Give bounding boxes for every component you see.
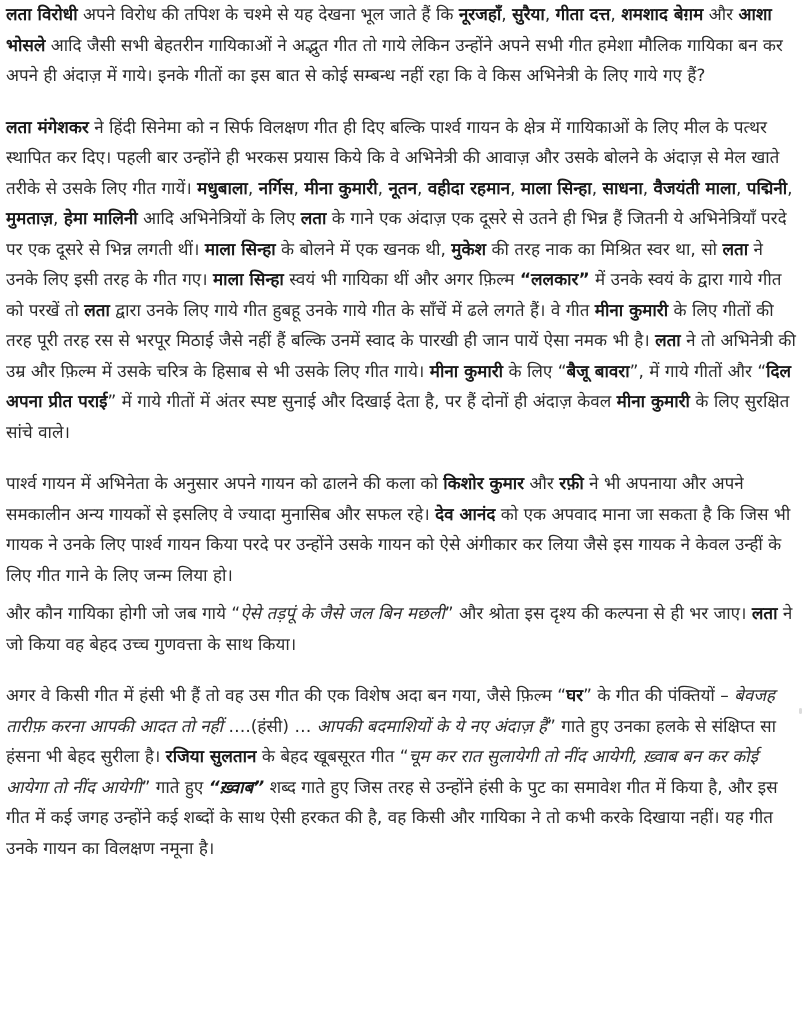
- article-body: [6, 0, 796, 885]
- text-run: की तरह नाक का मिश्रित स्वर था, सो: [486, 239, 723, 260]
- text-run: और: [703, 5, 739, 25]
- bold-name: मुमताज़: [6, 209, 54, 229]
- bold-name: नर्गिस: [258, 178, 294, 199]
- bold-name: लता: [655, 331, 681, 351]
- text-run: आदि जैसी सभी बेहतरीन गायिकाओं ने अद्भुत गीत तो गाये लेकिन उन्होंने अपने सभी गीत हमेशा मौलिक गायिका बन कर अपने ही अंदाज़ में गाये। इनके गीतों का इस बात से कोई सम्बन्ध नहीं रहा कि वे किस अभिनेत्री के लिए गाये गए हैं?: [6, 35, 783, 86]
- text-run: ,: [510, 178, 521, 199]
- bold-name: “ललकार”: [519, 270, 590, 290]
- text-run: ,: [610, 5, 622, 25]
- bold-name: नूतन: [388, 178, 418, 199]
- paragraph-p2: [6, 113, 796, 449]
- text-run: ने हिंदी सिनेमा को न सिर्फ विलक्षण गीत ही दिए बल्कि पार्श्व गायन के क्षेत्र में गायिकाओं के लिए मील के पत्थर स्थापित कर दिए। पहली बार उन्होंने ही भरकस प्रयास किये कि वे अभिनेत्री की आवाज़ और उसके बोलने के अंदाज़ से मेल खाते तरीके से उसके लिए गीत गायें।: [6, 117, 780, 199]
- text-run: ,: [377, 178, 389, 199]
- bold-name: मीना कुमारी: [429, 361, 504, 382]
- bold-name: मधुबाला: [197, 178, 248, 199]
- text-run: द्वारा उनके लिए गाये गीत हुबहू उनके गाये गीत के साँचें में ढले लगते हैं। वे गीत: [109, 300, 595, 321]
- bold-name: मुकेश: [451, 239, 487, 260]
- bold-name: मीना कुमारी: [616, 392, 690, 412]
- bold-name: माला सिन्हा: [520, 178, 592, 199]
- text-run: स्वयं भी गायिका थीं और अगर फ़िल्म: [283, 270, 520, 290]
- text-run: ….(हंसी) …: [222, 716, 317, 737]
- bold-name: मीना कुमारी: [594, 300, 669, 321]
- text-run: के बेहद खूबसूरत गीत “: [256, 747, 409, 767]
- bold-name: नूरजहाँ: [458, 5, 502, 25]
- text-run: ,: [735, 178, 747, 199]
- text-run: को एक अपवाद माना जा सकता है कि जिस भी गायक ने उनके लिए पार्श्व गायन किया परदे पर उन्होंने उसके गायन को ऐसे अंगीकार कर लिया जैसे इस गायक ने केवल उन्हीं के लिए गीत गाने के लिए जन्म लिया हो।: [6, 504, 791, 586]
- bold-name: लता: [300, 209, 327, 229]
- bold-name: माला सिन्हा: [213, 270, 284, 290]
- text-run: के लिए “: [503, 361, 567, 382]
- text-run: ,: [53, 209, 64, 229]
- bold-name: गीता दत्त: [555, 5, 611, 25]
- text-run: ,: [247, 178, 259, 199]
- bold-name: शमशाद बेग़म: [621, 5, 704, 25]
- text-run: शब्द गाते हुए जिस तरह से उन्होंने हंसी के पुट का समावेश गीत में किया है, और इस गीत में कई जगह उन्होंने कई शब्दों के साथ ऐसी हरकत की है, वह किसी और गायिका ने तो कभी करके दिखाया नहीं। यह गीत उनके गायन का विलक्षण नमूना है।: [6, 777, 778, 859]
- bold-name: वैजयंती माला: [653, 178, 736, 199]
- text-run: ,: [591, 178, 603, 199]
- text-run: और कौन गायिका होगी जो जब गाये “: [6, 604, 241, 624]
- paragraph-p5: [6, 681, 796, 864]
- text-run: ” और श्रोता इस दृश्य की कल्पना से ही भर जाए।: [444, 604, 752, 624]
- bold-name: लता: [84, 300, 110, 321]
- paragraph-p1: [6, 0, 796, 92]
- text-run: ,: [293, 178, 305, 199]
- italic-lyric: आपकी बदमाशियों के ये नए अंदाज़ हैं: [316, 716, 548, 737]
- bold-name: सुरैया: [512, 5, 545, 25]
- italic-lyric: बेवजह तारीफ़ करना आपकी आदत तो नहीं: [6, 686, 775, 737]
- bold-name: माला सिन्हा: [204, 239, 276, 260]
- bold-name: साधना: [602, 178, 643, 199]
- text-run: ” गाते हुए: [141, 777, 209, 798]
- bold-name: लता: [751, 604, 778, 624]
- text-run: पार्श्व गायन में अभिनेता के अनुसार अपने गायन को ढालने की कला को: [6, 474, 444, 494]
- text-run: ने तो अभिनेत्री की उम्र और फ़िल्म में उसके चरित्र के हिसाब से भी उसके लिए गीत गाये।: [6, 331, 796, 382]
- paragraph-p4: [6, 599, 796, 660]
- bold-name: घर: [566, 686, 584, 706]
- text-run: ” के गीत की पंक्तियों –: [583, 686, 735, 706]
- text-run: अगर वे किसी गीत में हंसी भी हैं तो वह उस गीत की एक विशेष अदा बन गया, जैसे फ़िल्म “: [6, 686, 567, 706]
- text-run: के बोलने में एक खनक थी,: [275, 239, 452, 260]
- text-run: ”, में गाये गीतों और “: [629, 361, 767, 382]
- text-run: और: [524, 474, 560, 494]
- text-run: ” गाते हुए उनका हलके से संक्षिप्त सा हंसना भी बेहद सुरीला है।: [6, 716, 776, 767]
- bold-name: मीना कुमारी: [304, 178, 378, 199]
- bold-name: लता विरोधी: [6, 5, 78, 25]
- bold-name: लता मंगेशकर: [6, 117, 89, 138]
- text-run: के गाने एक अंदाज़ एक दूसरे से उतने ही भिन्न हैं जितनी ये अभिनेत्रियाँ परदे पर एक दूसरे से भिन्न लगती थीं।: [6, 209, 787, 260]
- text-run: अपने विरोध की तपिश के चश्मे से यह देखना भूल जाते हैं कि: [77, 5, 459, 25]
- bold-name: लता: [722, 239, 749, 260]
- text-run: ने जो किया वह बेहद उच्च गुणवत्ता के साथ किया।: [6, 604, 793, 655]
- text-run: के लिए सुरक्षित सांचे वाले।: [6, 392, 790, 443]
- bold-name: किशोर कुमार: [443, 474, 525, 494]
- bold-name: रजिया सुलतान: [165, 747, 257, 767]
- text-run: ,: [501, 5, 513, 25]
- paragraph-p3: [6, 469, 796, 591]
- bold-name: हेमा मालिनी: [63, 209, 138, 229]
- bold-name: आशा भोसले: [6, 5, 772, 56]
- text-run: ,: [642, 178, 654, 199]
- italic-lyric: चूम कर रात सुलायेगी तो नींद आयेगी, ख़्वाब बन कर कोई आयेगा तो नींद आयेगी: [6, 747, 758, 798]
- text-run: आदि अभिनेत्रियों के लिए: [137, 209, 301, 229]
- text-run: ” में गाये गीतों में अंतर स्पष्ट सुनाई और दिखाई देता है, पर हैं दोनों ही अंदाज़ केवल: [107, 392, 617, 412]
- bold-name: रफ़ी: [559, 474, 584, 494]
- bold-name: वहीदा रहमान: [427, 178, 511, 199]
- bold-name: दिल अपना प्रीत पराई: [6, 361, 792, 412]
- text-run: ने उनके लिए इसी तरह के गीत गए।: [6, 239, 763, 290]
- bold-italic-text: [209, 778, 264, 798]
- bold-name: बैजू बावरा: [566, 361, 630, 382]
- bold-name: पद्मिनी: [746, 178, 788, 199]
- text-run: के लिए गीतों की तरह पूरी तरह रस से भरपूर मिठाई जैसे नहीं हैं बल्कि उनमें स्वाद के पारखी ही जान पायें ऐसा नमक भी है।: [6, 300, 774, 351]
- text-run: ,: [417, 178, 428, 199]
- italic-lyric: ऐसे तड़पूं के जैसे जल बिन मछली: [240, 604, 445, 624]
- bold-name: देव आनंद: [435, 504, 496, 525]
- text-run: में उनके स्वयं के द्वारा गाये गीत को परखें तो: [6, 270, 782, 321]
- emphasis-text: “ख़्वाब”: [208, 777, 265, 798]
- scrollbar-thumb[interactable]: [799, 708, 802, 714]
- text-run: ,: [787, 178, 793, 199]
- text-run: ,: [544, 5, 556, 25]
- text-run: ने भी अपनाया और अपने समकालीन अन्य गायकों से इसलिए वे ज्यादा मुनासिब और सफल रहे।: [6, 474, 744, 525]
